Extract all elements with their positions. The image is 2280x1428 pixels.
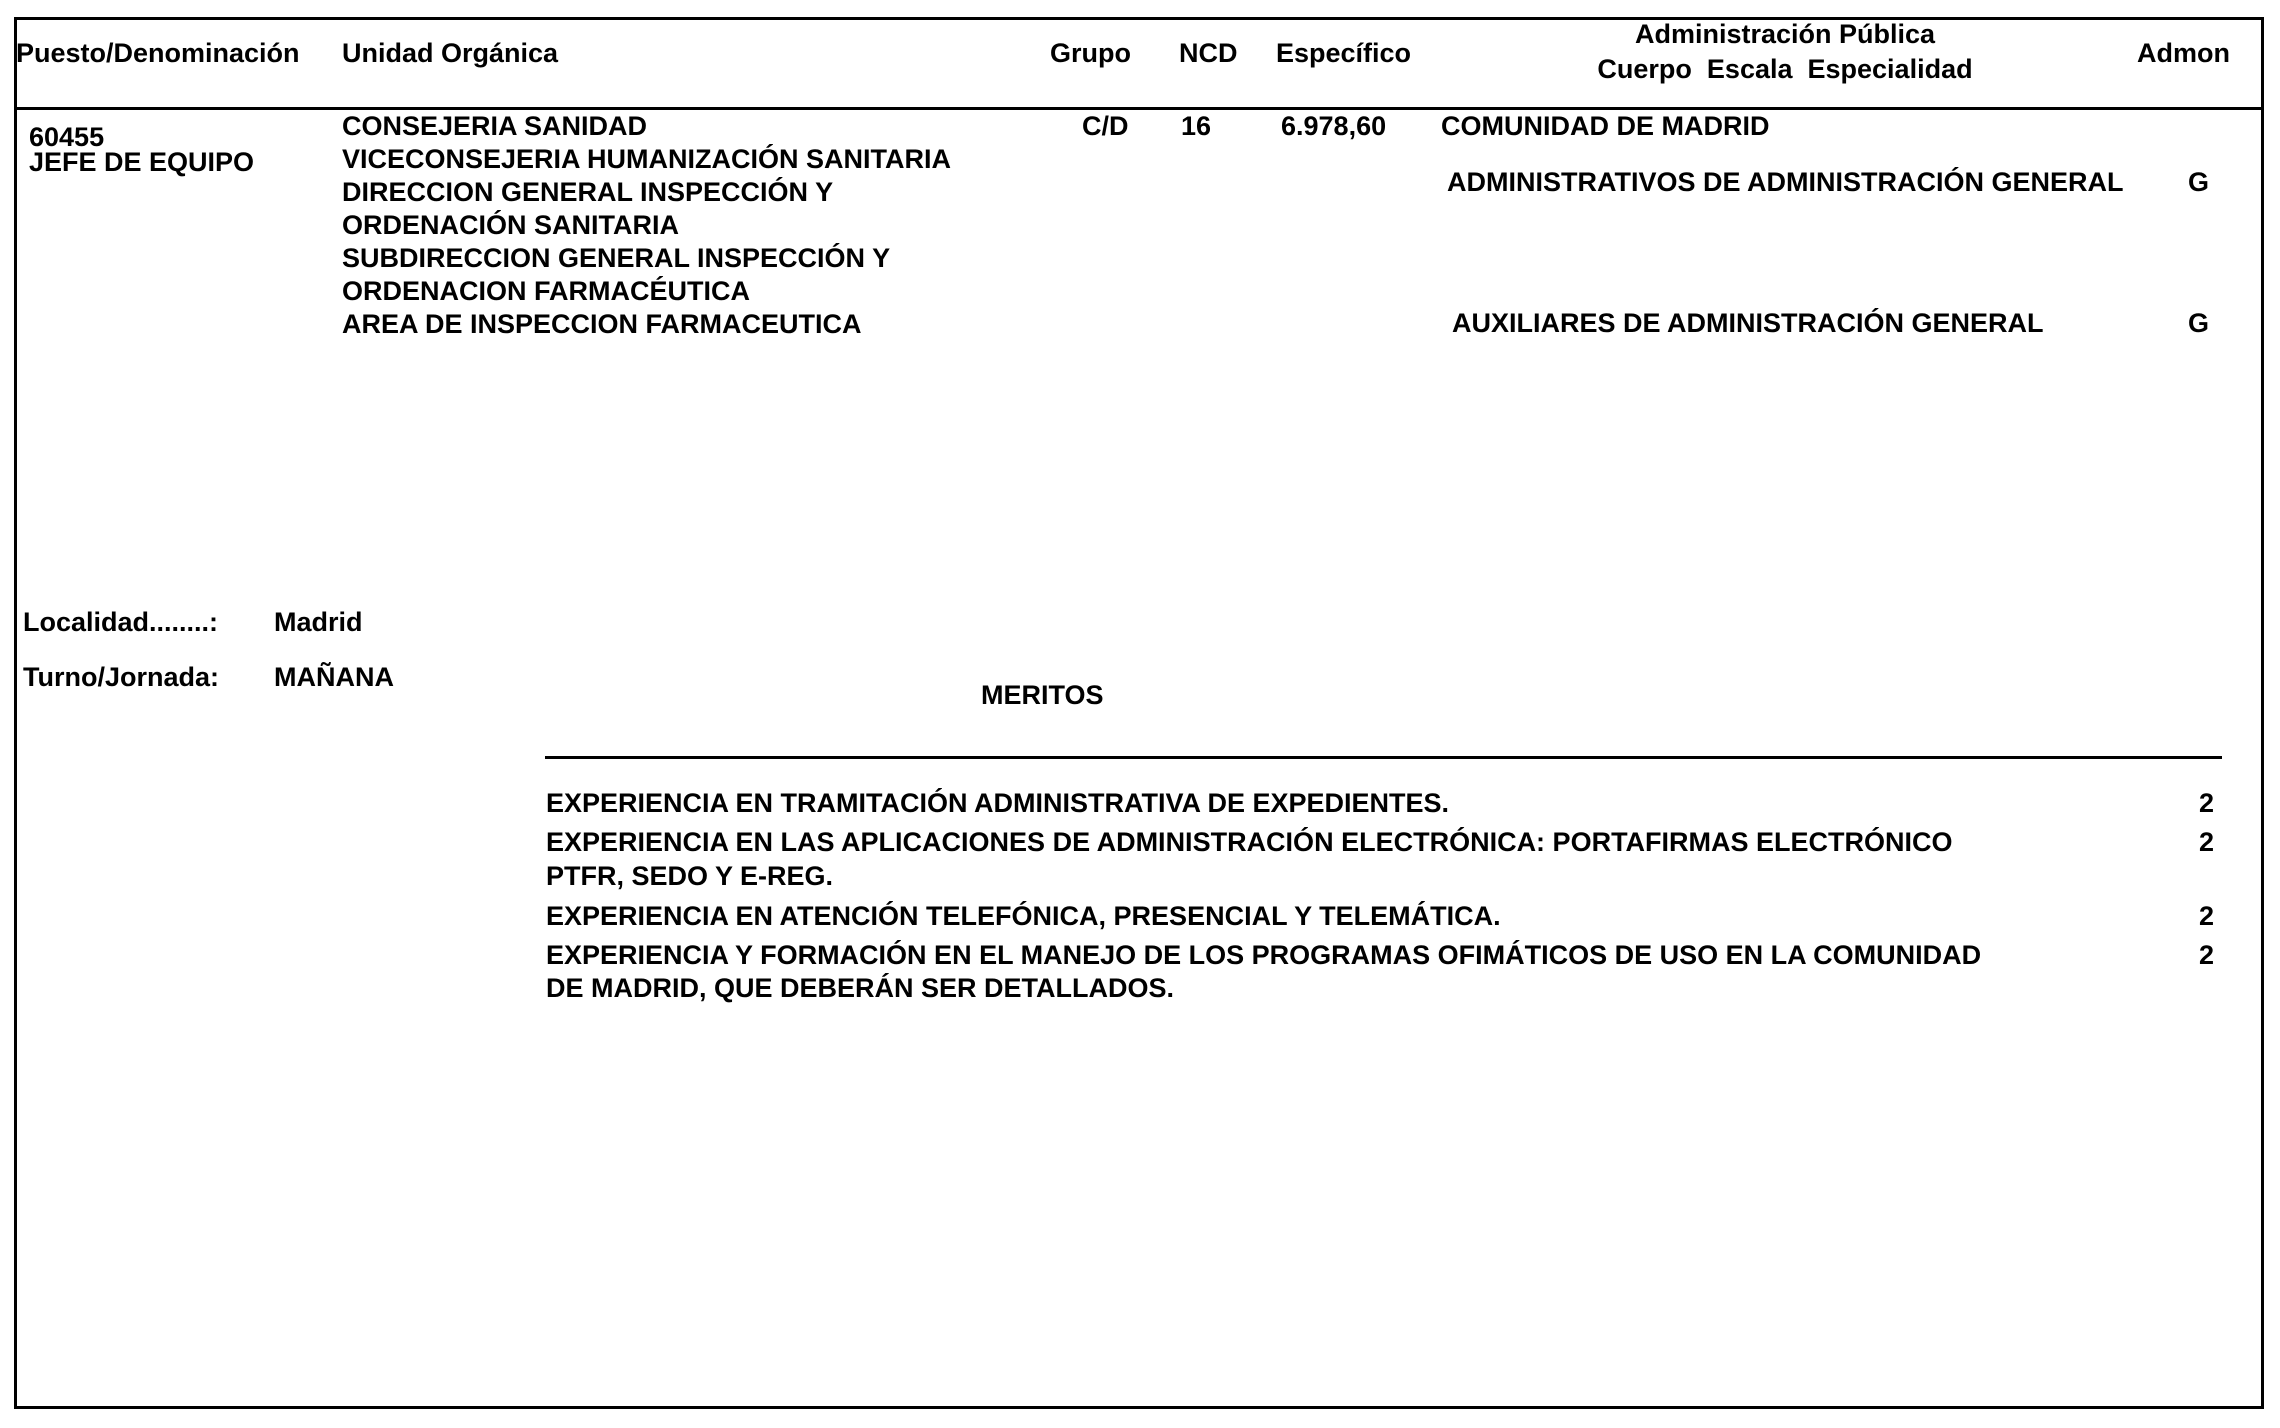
cuerpo-nombre: ADMINISTRATIVOS DE ADMINISTRACIÓN GENERAL bbox=[1447, 167, 2124, 197]
puesto-denominacion: JEFE DE EQUIPO bbox=[29, 147, 255, 177]
unidad-line: AREA DE INSPECCION FARMACEUTICA bbox=[342, 309, 862, 339]
merito-line: DE MADRID, QUE DEBERÁN SER DETALLADOS. bbox=[546, 973, 1175, 1003]
cuerpo-admon: G bbox=[2188, 308, 2210, 338]
merito-points: 2 bbox=[2198, 788, 2214, 818]
turno-value: MAÑANA bbox=[274, 662, 394, 692]
unidad-line: VICECONSEJERIA HUMANIZACIÓN SANITARIA bbox=[342, 144, 952, 174]
merito-line: EXPERIENCIA EN TRAMITACIÓN ADMINISTRATIVA DE EXPEDIENTES. bbox=[546, 788, 1450, 818]
record-grupo: C/D bbox=[1082, 111, 1129, 141]
header-cuerpo-escala: Cuerpo Escala Especialidad bbox=[1597, 54, 1973, 84]
merito-line: EXPERIENCIA EN ATENCIÓN TELEFÓNICA, PRESENCIAL Y TELEMÁTICA. bbox=[546, 901, 1501, 931]
header-ncd: NCD bbox=[1179, 38, 1238, 68]
header-admon: Admon bbox=[2137, 38, 2230, 68]
record-especifico: 6.978,60 bbox=[1281, 111, 1387, 141]
merito-line: EXPERIENCIA Y FORMACIÓN EN EL MANEJO DE LOS PROGRAMAS OFIMÁTICOS DE USO EN LA COMUNIDAD bbox=[546, 940, 1982, 970]
header-puesto: Puesto/Denominación bbox=[16, 38, 300, 68]
unidad-line: ORDENACIÓN SANITARIA bbox=[342, 210, 679, 240]
merito-line: EXPERIENCIA EN LAS APLICACIONES DE ADMINISTRACIÓN ELECTRÓNICA: PORTAFIRMAS ELECTRÓNICO bbox=[546, 827, 1953, 857]
merito-points: 2 bbox=[2198, 940, 2214, 970]
header-unidad: Unidad Orgánica bbox=[342, 38, 559, 68]
unidad-line: ORDENACION FARMACÉUTICA bbox=[342, 276, 750, 306]
header-admin-publica: Administración Pública bbox=[1634, 19, 1936, 49]
record-ncd: 16 bbox=[1181, 111, 1212, 141]
merito-line: PTFR, SEDO Y E-REG. bbox=[546, 861, 834, 891]
record-administracion: COMUNIDAD DE MADRID bbox=[1441, 111, 1770, 141]
unidad-line: CONSEJERIA SANIDAD bbox=[342, 111, 648, 141]
turno-label: Turno/Jornada: bbox=[23, 662, 220, 692]
merito-points: 2 bbox=[2198, 827, 2214, 857]
header-grupo: Grupo bbox=[1050, 38, 1131, 68]
meritos-divider bbox=[545, 756, 2222, 759]
merito-points: 2 bbox=[2198, 901, 2214, 931]
header-especifico: Específico bbox=[1276, 38, 1412, 68]
localidad-label: Localidad........: bbox=[23, 607, 219, 637]
cuerpo-admon: G bbox=[2188, 167, 2210, 197]
localidad-value: Madrid bbox=[274, 607, 363, 637]
unidad-line: DIRECCION GENERAL INSPECCIÓN Y bbox=[342, 177, 834, 207]
unidad-line: SUBDIRECCION GENERAL INSPECCIÓN Y bbox=[342, 243, 891, 273]
puesto-codigo: 60455 bbox=[29, 122, 105, 152]
meritos-title: MERITOS bbox=[981, 680, 1104, 710]
cuerpo-nombre: AUXILIARES DE ADMINISTRACIÓN GENERAL bbox=[1452, 308, 2044, 338]
